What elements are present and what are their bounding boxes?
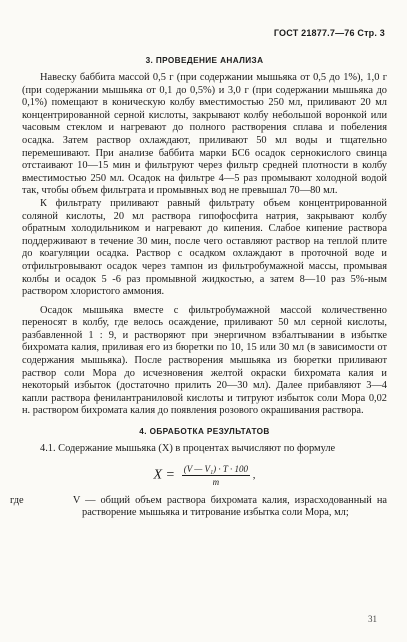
variable-definition <box>10 494 388 520</box>
section-3-paragraph-1: Навеску баббита массой 0,5 г (при содержании мышьяка от 0,5 до 1%), 1,0 г (при содержании мышьяка от 0,1 до 0,5%) и 3,0 г (при содержании мышьяка до 0,1%) помещают в коническую колбу вместимостью 250 мл, приливают 20 мл концентрированной серной кислоты, закрывают колбу небольшой воронкой или часовым стеклом и нагревают до полного растворения сплава и побеления осадка. Затем раствор охлаждают, приливают 50 мл воды и тщательно перемешивают. При анализе баббита марки БС6 осадок сернокислого свинца отстаивают 10—15 мин и фильтруют через фильтр средней плотности в колбу вместимостью 250 мл. Осадок на фильтре 4—5 раз промывают холодной водой так, чтобы объем фильтрата и промывных вод не превышал 70—80 мл. <box>22 72 387 197</box>
formula-lhs: X = <box>153 467 175 483</box>
formula-trail: , <box>252 468 256 481</box>
where-label: где <box>10 494 24 506</box>
page-header: ГОСТ 21877.7—76 Стр. 3 <box>273 28 385 38</box>
section-4-paragraph-1: 4.1. Содержание мышьяка (X) в процентах вычисляют по формуле <box>40 443 336 455</box>
where-definition: V — общий объем раствора бихромата калия, израсходованный на растворение мышьяка и титрование избытка соли Мора, мл; <box>72 494 388 519</box>
section-3-title: 3. ПРОВЕДЕНИЕ АНАЛИЗА <box>145 56 264 65</box>
formula-denominator: m <box>212 476 220 487</box>
formula <box>22 464 387 487</box>
page-number: 31 <box>368 614 377 624</box>
formula-numerator: (V — V₁) · T · 100 <box>183 463 249 474</box>
section-4-title: 4. ОБРАБОТКА РЕЗУЛЬТАТОВ <box>139 427 270 437</box>
formula-fraction <box>182 464 250 487</box>
document-body <box>10 56 388 520</box>
section-3-paragraph-3: Осадок мышьяка вместе с фильтробумажной массой количественно переносят в колбу, где велось осаждение, приливают 50 мл серной кислоты, разбавленной 1 : 9, и растворяют при энергичном взбалтывании в избытке бихромата калия, приливая его из бюретки по 10, 15 или 30 мл (в зависимости от содержания мышьяка). После растворения мышьяка из бюретки приливают раствор соли Мора до исчезновения желтой окраски бихромата калия и некоторый избыток (достаточно прилить 20—30 мл). Далее прибавляют 3—4 капли раствора фенилантраниловой кислоты и титруют избыток соли Мора 0,02 н. раствором бихромата калия до появления розового окрашивания раствора. <box>22 304 387 417</box>
section-3-paragraph-2: К фильтрату приливают равный фильтрату объем концентрированной соляной кислоты, 20 мл раствора гипофосфита натрия, закрывают колбу обратным холодильником и нагревают до кипения. Слабое кипение раствора поддерживают в течение 30 мин, после чего оставляют раствор на теплой плите до коагуляции осадка. Раствор с осадком охлаждают в проточной воде и отфильтровывают осадок через тампон из фильтробумажной массы, промывая колбы и осадок 5 -6 раз промывной жидкостью, а затем 8—10 раз 5%-ным раствором хлористого аммония. <box>22 197 387 298</box>
